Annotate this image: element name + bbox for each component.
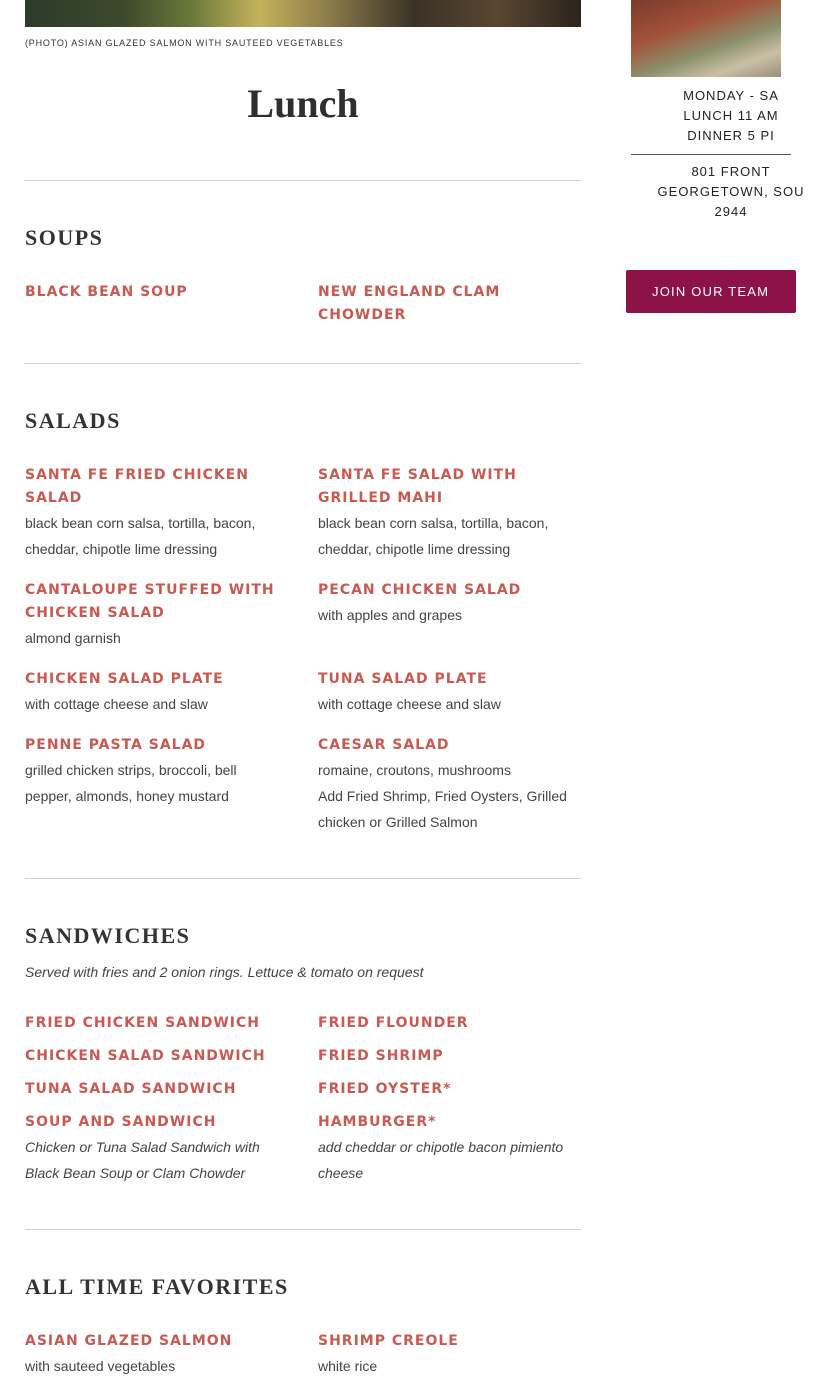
hours-line: MONDAY - SA — [683, 88, 779, 103]
item-description: with sauteed vegetables — [25, 1358, 176, 1374]
item-name: FRIED CHICKEN SANDWICH — [25, 1015, 260, 1031]
hours-block — [631, 86, 831, 146]
sidebar-divider — [631, 154, 791, 155]
menu-item — [318, 281, 580, 327]
item-description: grilled chicken strips, broccoli, bell pepper, almonds, honey mustard — [25, 762, 237, 804]
item-name: FRIED SHRIMP — [318, 1048, 444, 1064]
item-name: PECAN CHICKEN SALAD — [318, 582, 522, 598]
menu-item — [318, 668, 580, 717]
item-addon-note: Add Fried Shrimp, Fried Oysters, Grilled chicken or Grilled Salmon — [318, 788, 567, 830]
item-name: TUNA SALAD PLATE — [318, 671, 488, 687]
address-line: 801 FRONT — [691, 164, 771, 179]
address-block — [631, 162, 831, 222]
menu-item — [318, 1012, 580, 1035]
menu-item — [25, 668, 287, 717]
item-description: with apples and grapes — [318, 607, 462, 623]
menu-item — [318, 1111, 580, 1186]
item-name: CHICKEN SALAD PLATE — [25, 671, 224, 687]
menu-item — [25, 734, 287, 809]
item-name: FRIED OYSTER* — [318, 1081, 452, 1097]
address-line: 2944 — [714, 204, 748, 219]
menu-item — [25, 579, 287, 651]
address-line: GEORGETOWN, SOU — [657, 184, 805, 199]
divider — [25, 363, 581, 364]
item-description: almond garnish — [25, 630, 121, 646]
item-name: SANTA FE SALAD WITH GRILLED MAHI — [318, 467, 517, 506]
item-description: add cheddar or chipotle bacon pimiento cheese — [318, 1139, 564, 1181]
divider — [25, 878, 581, 879]
hours-line: LUNCH 11 AM — [683, 108, 779, 123]
menu-item — [318, 1078, 580, 1101]
item-name: SOUP AND SANDWICH — [25, 1114, 217, 1130]
item-name: SANTA FE FRIED CHICKEN SALAD — [25, 467, 250, 506]
menu-item — [25, 281, 287, 304]
menu-item — [318, 464, 580, 562]
item-description: white rice — [318, 1358, 378, 1374]
section-title-sandwiches: SANDWICHES — [25, 923, 191, 948]
join-our-team-button[interactable]: JOIN OUR TEAM — [626, 270, 796, 313]
section-title-soups: SOUPS — [25, 225, 104, 250]
photo-caption: (PHOTO) ASIAN GLAZED SALMON WITH SAUTEED VEGETABLES — [25, 38, 344, 48]
item-name: SHRIMP CREOLE — [318, 1333, 459, 1349]
item-name: FRIED FLOUNDER — [318, 1015, 469, 1031]
item-name: CHICKEN SALAD SANDWICH — [25, 1048, 266, 1064]
menu-item — [25, 1111, 287, 1186]
page-title: Lunch — [247, 81, 359, 126]
item-name: ASIAN GLAZED SALMON — [25, 1333, 233, 1349]
menu-item — [318, 579, 580, 628]
menu-item — [25, 1012, 287, 1035]
item-name: CANTALOUPE STUFFED WITH CHICKEN SALAD — [25, 582, 275, 621]
menu-item — [25, 1330, 287, 1379]
sidebar — [626, 0, 805, 360]
item-name: HAMBURGER* — [318, 1114, 437, 1130]
menu-item — [25, 1078, 287, 1101]
item-description: with cottage cheese and slaw — [25, 696, 208, 712]
item-description: black bean corn salsa, tortilla, bacon, cheddar, chipotle lime dressing — [318, 515, 549, 557]
item-name: BLACK BEAN SOUP — [25, 284, 188, 300]
item-description: Chicken or Tuna Salad Sandwich with Black Bean Soup or Clam Chowder — [25, 1139, 260, 1181]
hours-line: DINNER 5 PI — [687, 128, 775, 143]
item-name: NEW ENGLAND CLAM CHOWDER — [318, 284, 501, 323]
section-title-favorites: ALL TIME FAVORITES — [25, 1274, 289, 1299]
menu-item — [318, 1045, 580, 1068]
menu-item — [318, 1330, 580, 1379]
item-description: with cottage cheese and slaw — [318, 696, 501, 712]
divider — [25, 180, 581, 181]
section-note: Served with fries and 2 onion rings. Lettuce & tomato on request — [25, 964, 424, 980]
menu-item — [318, 734, 580, 835]
menu-item — [25, 464, 287, 562]
item-description: romaine, croutons, mushrooms — [318, 762, 511, 778]
hero-photo — [25, 0, 581, 27]
restaurant-photo — [631, 0, 781, 77]
item-name: CAESAR SALAD — [318, 737, 450, 753]
section-title-salads: SALADS — [25, 408, 121, 433]
menu-item — [25, 1045, 287, 1068]
divider — [25, 1229, 581, 1230]
item-description: black bean corn salsa, tortilla, bacon, cheddar, chipotle lime dressing — [25, 515, 256, 557]
item-name: PENNE PASTA SALAD — [25, 737, 207, 753]
item-name: TUNA SALAD SANDWICH — [25, 1081, 237, 1097]
